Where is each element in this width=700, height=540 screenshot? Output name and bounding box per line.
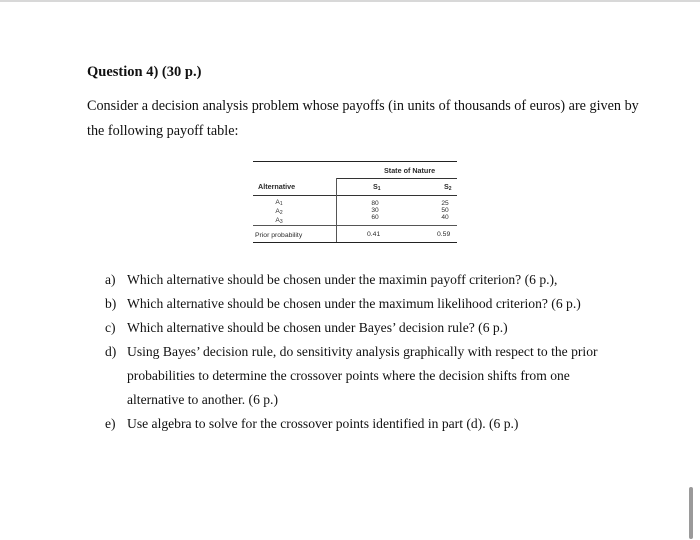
question-label: a) bbox=[105, 272, 116, 287]
state-header-rule bbox=[336, 178, 457, 179]
payoff-a3-s2: 40 bbox=[441, 214, 449, 222]
question-item-b bbox=[105, 292, 625, 316]
alternative-a3: $A_3$ bbox=[275, 217, 283, 226]
question-list bbox=[105, 268, 625, 436]
state-s2-header: $S_2$ bbox=[444, 182, 452, 192]
table-top-rule bbox=[253, 161, 457, 162]
question-item-e bbox=[105, 412, 625, 436]
question-label: b) bbox=[105, 296, 117, 311]
prior-s1: 0.41 bbox=[367, 231, 381, 238]
question-text: Which alternative should be chosen under the maximum likelihood criterion? (6 p.) bbox=[127, 296, 581, 311]
prior-s2: 0.59 bbox=[437, 231, 451, 238]
question-text: Which alternative should be chosen under the maximin payoff criterion? (6 p.), bbox=[127, 272, 558, 287]
alternative-labels bbox=[274, 199, 284, 227]
question-text: Using Bayes’ decision rule, do sensitivity analysis graphically with respect to the prior probabilities to determine the crossover points where the decision shifts from one alternative to another. (6 p.) bbox=[127, 344, 598, 407]
state-s1-header: $S_1$ bbox=[373, 182, 381, 192]
question-item-a bbox=[105, 268, 625, 292]
question-label: d) bbox=[105, 344, 117, 359]
vertical-scrollbar[interactable] bbox=[689, 487, 693, 539]
state-of-nature-header: State of Nature bbox=[384, 166, 436, 175]
s2-payoff-column bbox=[439, 200, 451, 222]
table-bottom-rule bbox=[253, 242, 457, 243]
s1-payoff-column bbox=[369, 200, 381, 222]
alternative-a1: $A_1$ bbox=[275, 199, 283, 207]
alternative-header: Alternative bbox=[258, 182, 296, 191]
question-title: Question 4) (30 p.) bbox=[87, 64, 202, 80]
payoff-table bbox=[253, 161, 457, 243]
prior-probability-label: Prior probability bbox=[255, 232, 303, 239]
question-label: c) bbox=[105, 320, 116, 335]
page-top-edge bbox=[0, 0, 700, 2]
header-bottom-rule bbox=[253, 195, 457, 196]
question-text: Which alternative should be chosen under Bayes’ decision rule? (6 p.) bbox=[127, 320, 508, 335]
question-text: Use algebra to solve for the crossover points identified in part (d). (6 p.) bbox=[127, 416, 519, 431]
payoff-a2-s1: 30 bbox=[371, 207, 379, 215]
payoff-a2-s2: 50 bbox=[441, 207, 449, 215]
question-intro: Consider a decision analysis problem whose payoffs (in units of thousands of euros) are given by the following payoff table: bbox=[87, 98, 639, 139]
prior-separator-rule bbox=[253, 225, 457, 226]
alternative-a2: $A_2$ bbox=[275, 208, 283, 217]
payoff-a1-s2: 25 bbox=[441, 200, 449, 207]
question-item-c bbox=[105, 316, 625, 340]
table-column-divider bbox=[336, 178, 337, 242]
payoff-a1-s1: 80 bbox=[371, 200, 379, 207]
payoff-a3-s1: 60 bbox=[371, 214, 379, 222]
question-label: e) bbox=[105, 416, 116, 431]
question-item-d bbox=[105, 340, 625, 412]
